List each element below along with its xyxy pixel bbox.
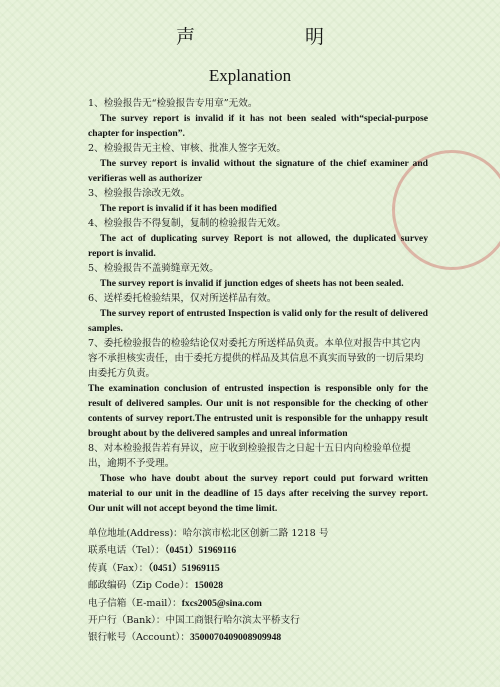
email-row — [88, 595, 428, 612]
tel-row — [88, 542, 428, 559]
clause-7-cn: 7、委托检验报告的检验结论仅对委托方所送样品负责。本单位对报告中其它内容不承担核实责任，由于委托方提供的样品及其信息不真实而导致的一切后果均由委托方负责。 — [88, 338, 424, 379]
bank-label: 开户行（Bank）： — [88, 615, 166, 627]
clause-6-cn: 6、送样委托检验结果，仅对所送样品有效。 — [88, 293, 277, 304]
zip-label: 邮政编码（Zip Code）： — [88, 580, 195, 592]
bank-row — [88, 612, 428, 629]
clause-3-cn: 3、检验报告涂改无效。 — [88, 188, 191, 199]
clause-list — [88, 96, 428, 516]
clause-2-cn: 2、检验报告无主检、审核、批准人签字无效。 — [88, 143, 286, 154]
clause-5-cn: 5、检验报告不盖骑缝章无效。 — [88, 263, 219, 274]
clause-8-en: Those who have doubt about the survey report could put forward written material to our unit in the deadline of 15 days after receiving the survey report. Our unit will not accept beyond the time limit. — [88, 473, 428, 514]
address-row — [88, 525, 428, 542]
clause-4-en: The act of duplicating survey Report is not allowed, the duplicated survey report is invalid. — [88, 233, 428, 259]
clause-5-en: The survey report is invalid if junction edges of sheets has not been sealed. — [100, 278, 404, 289]
contact-info — [88, 525, 428, 647]
clause-8-cn: 8、对本检验报告若有异议，应于收到检验报告之日起十五日内向检验单位提出，逾期不予受理。 — [88, 443, 411, 469]
fax-label: 传真（Fax）： — [88, 562, 149, 574]
zip-value: 150028 — [194, 580, 223, 592]
tel-label: 联系电话（Tel）： — [88, 545, 165, 557]
account-label: 银行帐号（Account）： — [88, 632, 191, 644]
clause-2-en: The survey report is invalid without the signature of the chief examiner and verifieras well as authorizer — [88, 158, 428, 184]
zip-row — [88, 577, 428, 594]
clause-4-cn: 4、检验报告不得复制，复制的检验报告无效。 — [88, 218, 286, 229]
bank-value: 中国工商银行哈尔滨太平桥支行 — [165, 615, 300, 627]
title-chinese: 声 明 — [175, 26, 377, 48]
email-value: fxcs2005@sina.com — [181, 597, 262, 609]
clause-3-en: The report is invalid if it has been modified — [100, 203, 277, 214]
fax-row — [88, 560, 428, 577]
address-label: 单位地址(Address)： — [88, 528, 183, 539]
address-value: 哈尔滨市松北区创新二路 1218 号 — [182, 528, 329, 539]
clause-1-cn: 1、检验报告无“检验报告专用章”无效。 — [88, 98, 258, 109]
account-value: 3500070409008909948 — [190, 632, 282, 644]
clause-7-en: The examination conclusion of entrusted inspection is responsible only for the result of delivered samples. Our unit is not responsible for the checking of other contents of survey report.The entrusted unit is responsible for the unhappy result brought about by the delivered samples and unreal information — [88, 383, 428, 439]
title-english: Explanation — [208, 66, 292, 85]
clause-1-en: The survey report is invalid if it has not been sealed with“special-purpose chapter for inspection”. — [88, 113, 428, 139]
clause-6-en: The survey report of entrusted Inspection is valid only for the result of delivered samples. — [88, 308, 428, 334]
fax-value: （0451）51969115 — [148, 562, 220, 574]
tel-value: （0451）51969116 — [164, 545, 237, 557]
email-label: 电子信箱（E-mail）： — [88, 597, 182, 609]
account-row — [88, 629, 428, 646]
